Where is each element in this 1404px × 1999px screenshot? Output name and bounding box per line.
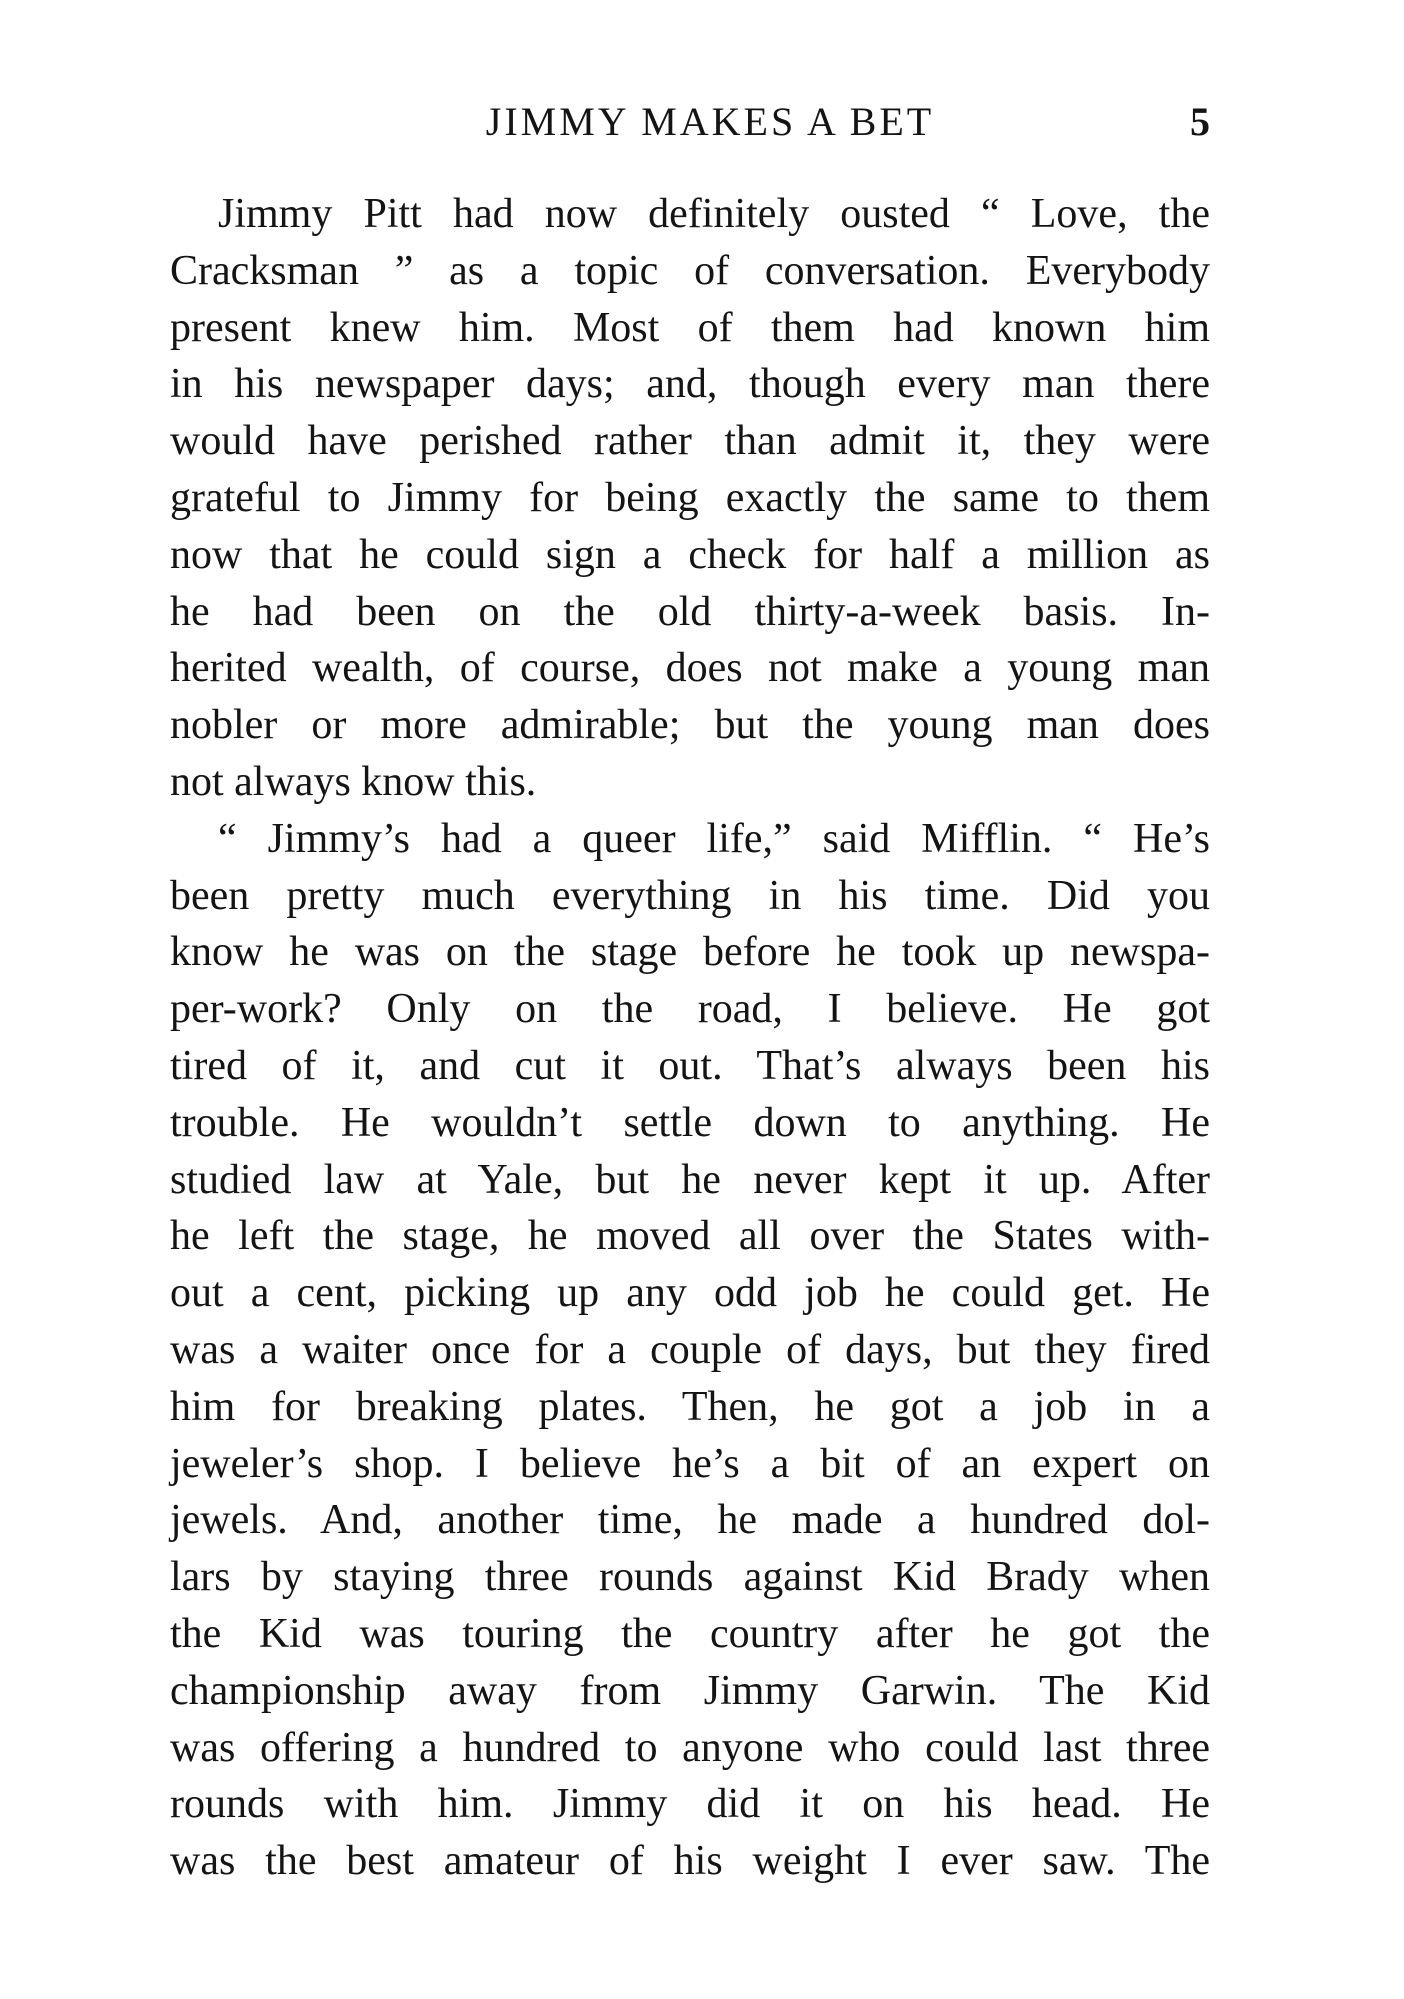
text-line: tired of it, and cut it out. That’s always been his	[170, 1042, 1210, 1089]
text-line: the Kid was touring the country after he got the	[170, 1610, 1210, 1657]
text-line: jewels. And, another time, he made a hundred dol-	[170, 1497, 1210, 1544]
text-line: was the best amateur of his weight I ever saw. The	[170, 1838, 1210, 1885]
text-line: know he was on the stage before he took up newspa-	[170, 929, 1210, 976]
text-line: herited wealth, of course, does not make a young man	[170, 645, 1210, 692]
running-head	[170, 92, 1210, 152]
text-line: studied law at Yale, but he never kept it up. After	[170, 1156, 1210, 1203]
page-number: 5	[1190, 99, 1210, 144]
paragraph-2	[170, 811, 1210, 1890]
text-line: would have perished rather than admit it, they were	[170, 418, 1210, 465]
text-line: Jimmy Pitt had now definitely ousted “ Love, the	[218, 191, 1210, 237]
running-title: JIMMY MAKES A BET	[485, 99, 935, 144]
text-line: jeweler’s shop. I believe he’s a bit of an expert on	[170, 1440, 1210, 1487]
text-line: was offering a hundred to anyone who could last three	[170, 1724, 1210, 1771]
text-line: championship away from Jimmy Garwin. The Kid	[170, 1667, 1210, 1714]
text-line: he had been on the old thirty-a-week basis. In-	[170, 588, 1210, 635]
text-line: present knew him. Most of them had known him	[170, 304, 1210, 351]
text-line: not always know this.	[170, 758, 537, 805]
text-line: in his newspaper days; and, though every man there	[170, 361, 1210, 408]
text-line: nobler or more admirable; but the young man does	[170, 702, 1210, 749]
text-line: him for breaking plates. Then, he got a job in a	[170, 1383, 1210, 1430]
text-line: grateful to Jimmy for being exactly the same to them	[170, 474, 1210, 521]
text-line: now that he could sign a check for half a million as	[170, 531, 1210, 578]
text-line: “ Jimmy’s had a queer life,” said Mifflin. “ He’s	[218, 815, 1210, 862]
text-line: rounds with him. Jimmy did it on his head. He	[170, 1781, 1210, 1828]
text-line: out a cent, picking up any odd job he could get. He	[170, 1270, 1210, 1317]
text-line: per-work? Only on the road, I believe. He got	[170, 986, 1210, 1033]
text-line: been pretty much everything in his time. Did you	[170, 872, 1210, 919]
text-line: trouble. He wouldn’t settle down to anything. He	[170, 1099, 1210, 1146]
body-text	[170, 186, 1210, 1890]
text-line: Cracksman ” as a topic of conversation. Everybody	[170, 247, 1210, 294]
paragraph-1	[170, 186, 1210, 811]
text-line: was a waiter once for a couple of days, but they fired	[170, 1326, 1210, 1373]
text-line: lars by staying three rounds against Kid Brady when	[170, 1554, 1210, 1601]
text-line: he left the stage, he moved all over the States with-	[170, 1213, 1210, 1260]
